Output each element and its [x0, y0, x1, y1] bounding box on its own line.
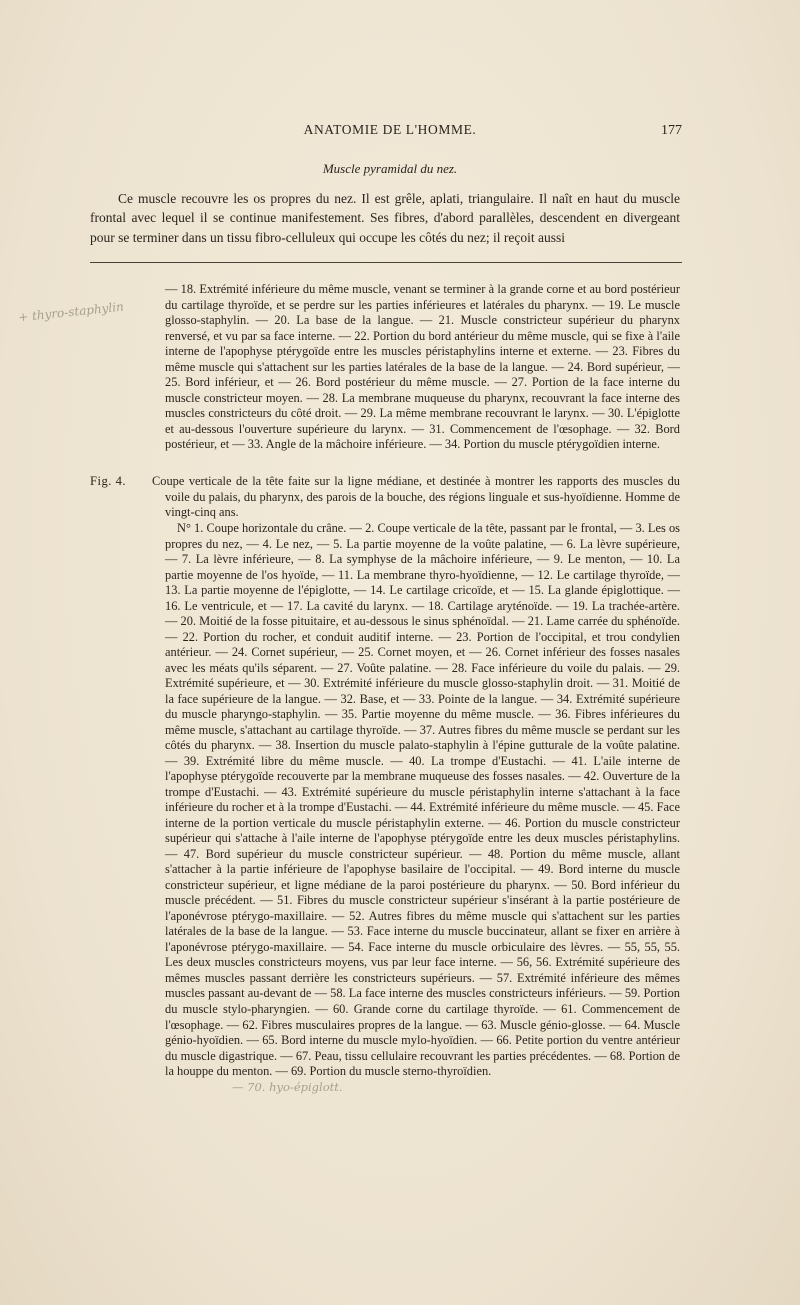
running-head	[90, 122, 690, 140]
page-number: 177	[661, 123, 682, 138]
figure-legend: N° 1. Coupe horizontale du crâne. — 2. Coupe verticale de la tête, passant par le frontal, — 3. Les os propres du nez, — 4. Le nez, — 5. La partie moyenne de la voûte palatine, — 6. La lèvre supérieure, — 7. La lèvre inférieure, — 8. La symphyse de la mâchoire inférieure, — 9. Le menton, — 10. La partie moyenne de l'os hyoïde, — 11. La membrane thyro-hyoïdienne, — 12. Le cartilage thyroïde, — 13. La partie moyenne de l'épiglotte, — 14. Le cartilage cricoïde, et — 15. La glande épiglottique. — 16. Le ventricule, et — 17. La cavité du larynx. — 18. Cartilage aryténoïde. — 19. La trachée-artère. — 20. Moitié de la fosse pituitaire, et au-dessous le sinus sphénoïdal. — 21. Lame carrée du sphénoïde. — 22. Portion du rocher, et conduit auditif interne. — 23. Portion de l'occipital, et trou condylien antérieur. — 24. Cornet supérieur, — 25. Cornet moyen, et — 26. Cornet inférieur des fosses nasales avec les méats qu'ils séparent. — 27. Voûte palatine. — 28. Face inférieure du voile du palais. — 29. Extrémité supérieure, et — 30. Extrémité inférieure du muscle glosso-staphylin droit. — 31. Moitié de la face supérieure de la langue. — 32. Base, et — 33. Pointe de la langue. — 34. Extrémité supérieure du muscle pharyngo-staphylin. — 35. Partie moyenne du même muscle. — 36. Fibres inférieures du même muscle, s'attachant au cartilage thyroïde. — 37. Autres fibres du même muscle se perdant sur les côtés du pharynx. — 38. Insertion du muscle palato-staphylin à l'épine gutturale de la voûte palatine. — 39. Extrémité libre du même muscle. — 40. La trompe d'Eustachi. — 41. L'aile interne de l'apophyse ptérygoïde recouverte par la membrane muqueuse des fosses nasales. — 42. Ouverture de la trompe d'Eustachi. — 43. Extrémité supérieure du muscle péristaphylin interne s'attachant à la face inférieure du rocher et à la trompe d'Eustachi. — 44. Extrémité inférieure du même muscle. — 45. Face interne de la portion verticale du muscle péristaphylin externe. — 46. Portion du muscle constricteur supérieur qui s'attache à l'aile interne de l'apophyse ptérygoïde entre les deux muscles péristaphylins. — 47. Bord supérieur du muscle constricteur supérieur. — 48. Portion du même muscle, allant s'attacher à la partie inférieure de l'apophyse basilaire de l'occipital. — 49. Bord interne du muscle constricteur supérieur, et ligne médiane de la paroi postérieure du pharynx. — 50. Bord inférieur du muscle précédent. — 51. Fibres du muscle constricteur supérieur s'insérant à la partie postérieure de l'aponévrose ptérygo-maxillaire. — 52. Autres fibres du même muscle qui s'attachent sur les parties latérales de la base de la langue. — 53. Face interne du muscle buccinateur, allant se fixer en arrière à l'aponévrose ptérygo-maxillaire. — 54. Face interne du muscle orbiculaire des lèvres. — 55, 55, 55. Les deux muscles constricteurs moyens, vus par leur face interne. — 56, 56. Extrémité supérieure des mêmes muscles passant derrière les constricteurs supérieurs. — 57. Extrémité inférieure des mêmes muscles passant au-devant de — 58. La face interne des muscles constricteurs inférieurs. — 59. Portion du muscle stylo-pharyngien. — 60. Grande corne du cartilage thyroïde. — 61. Commencement de l'œsophage. — 62. Fibres musculaires propres de la langue. — 63. Muscle génio-glosse. — 64. Muscle génio-hyoïdien. — 65. Bord interne du muscle mylo-hyoïdien. — 66. Petite portion du ventre antérieur du muscle digastrique. — 67. Peau, tissu cellulaire recouvrant les parties précédentes. — 68. Portion de la houppe du menton. — 69. Portion du muscle sterno-thyroïdien.	[165, 521, 680, 1079]
figure-caption-block	[152, 474, 680, 521]
running-title: ANATOMIE DE L'HOMME.	[303, 122, 477, 137]
handwritten-bottom-note: — 70. hyo-épiglott.	[232, 1080, 343, 1094]
figure-caption: Coupe verticale de la tête faite sur la ligne médiane, et destinée à montrer les rapports des muscles du voile du palais, du pharynx, des parois de la bouche, des régions linguale et sus-hyoïdienne. Homme de vingt-cinq ans.	[152, 474, 680, 519]
figure-label: Fig. 4.	[90, 474, 127, 488]
section-title: Muscle pyramidal du nez.	[322, 161, 458, 176]
intro-paragraph: Ce muscle recouvre les os propres du nez. Il est grêle, aplati, triangulaire. Il naît en haut du muscle frontal avec lequel il se continue manifestement. Ses fibres, d'abord parallèles, descendent en divergeant pour se terminer dans un tissu fibro-celluleux qui occupe les côtés du nez; il reçoit aussi	[90, 191, 680, 245]
handwritten-margin-note: + thyro-staphylin	[17, 299, 125, 325]
figure-legend-continuation: — 18. Extrémité inférieure du même muscle, venant se terminer à la grande corne et au bord postérieur du cartilage thyroïde, et se perdre sur les parties inférieures et latérales du pharynx. — 19. Le muscle glosso-staphylin. — 20. La base de la langue. — 21. Muscle constricteur supérieur du pharynx renversé, et vu par sa face interne. — 22. Portion du bord antérieur du même muscle, qui se fixe à l'aile interne de l'apophyse ptérygoïde entre les muscles péristaphylins interne et externe. — 23. Fibres du même muscle qui s'attachent sur les parties latérales de la base de la langue. — 24. Bord supérieur, — 25. Bord inférieur, et — 26. Bord postérieur du même muscle. — 27. Portion de la face interne du muscle constricteur moyen. — 28. La membrane muqueuse du pharynx, recouvrant la face interne des muscles constricteurs du côté droit. — 29. La même membrane recouvrant le larynx. — 30. L'épiglotte et au-dessous l'ouverture supérieure du larynx. — 31. Commencement de l'œsophage. — 32. Bord postérieur, et — 33. Angle de la mâchoire inférieure. — 34. Portion du muscle ptérygoïdien interne.	[165, 282, 680, 451]
footnote-rule	[90, 262, 682, 263]
